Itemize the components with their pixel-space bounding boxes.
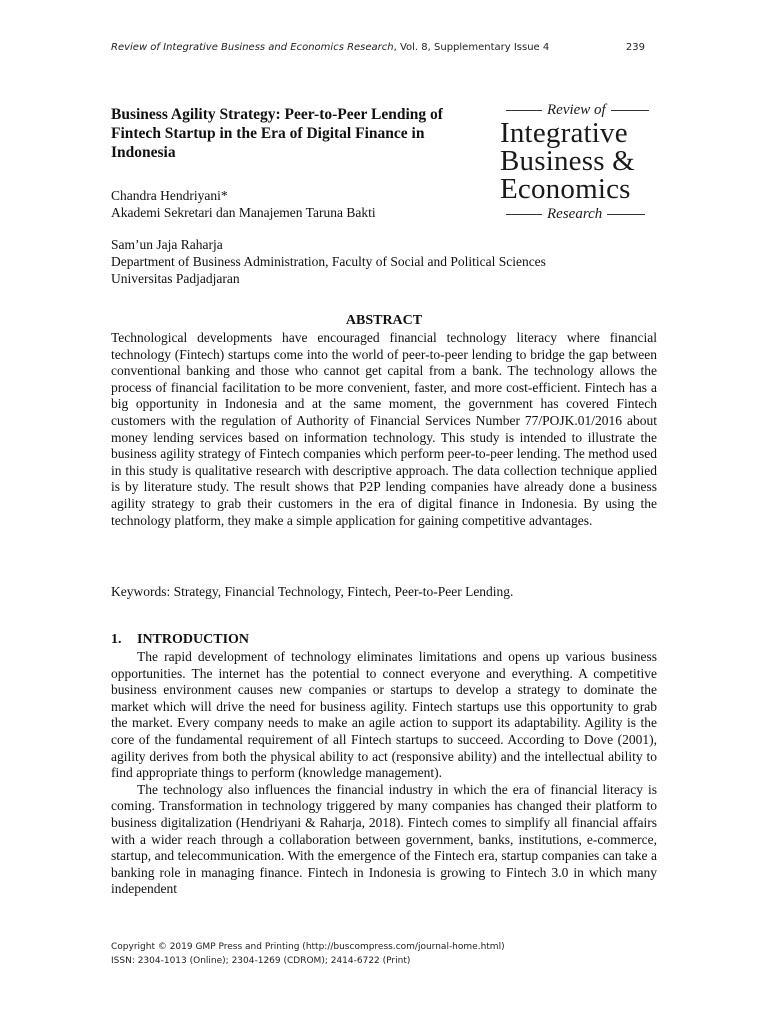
- logo-line-3: Economics: [500, 173, 631, 205]
- running-head: [111, 42, 657, 53]
- logo-bottom-text: Research: [547, 206, 603, 222]
- introduction-body: [111, 649, 657, 898]
- keywords: Keywords: Strategy, Financial Technology, Fintech, Peer-to-Peer Lending.: [111, 584, 514, 599]
- section-number: 1.: [111, 632, 122, 647]
- author-affiliation: Department of Business Administration, Faculty of Social and Political Sciences: [111, 254, 546, 269]
- issue-info: , Vol. 8, Supplementary Issue 4: [393, 42, 550, 53]
- introduction-heading: [111, 632, 657, 648]
- title-block: [111, 105, 483, 162]
- logo-rule-left: [506, 110, 542, 111]
- logo-line-2: Business &: [500, 145, 635, 177]
- author-affiliation: Akademi Sekretari dan Manajemen Taruna Bakti: [111, 205, 376, 220]
- logo-line-1: Integrative: [500, 117, 628, 149]
- page-footer: [111, 940, 671, 968]
- issn-line: ISSN: 2304-1013 (Online); 2304-1269 (CDROM); 2414-6722 (Print): [111, 956, 411, 966]
- paper-title: Business Agility Strategy: Peer-to-Peer Lending of Fintech Startup in the Era of Digital Finance in Indonesia: [111, 106, 443, 161]
- paragraph: The technology also influences the financial industry in which the era of financial literacy is coming. Transformation in technology triggered by many companies has changed their platform to business digitalization (Hendriyani & Raharja, 2018). Fintech comes to simplify all financial affairs with a wider reach through a collaboration between government, banks, institutions, e-commerce, startup, and telecommunication. With the emergence of the Fintech era, startup companies can take a banking role in managing finance. Fintech in Indonesia is growing to Fintech 3.0 in which many independent: [111, 781, 657, 897]
- copyright-line: Copyright © 2019 GMP Press and Printing (http://buscompress.com/journal-home.html): [111, 942, 505, 952]
- abstract-heading: ABSTRACT: [345, 313, 423, 328]
- abstract-text: Technological developments have encouraged financial technology literacy where financial technology (Fintech) startups come into the world of peer-to-peer lending to bridge the gap between conventional banking and those who cannot get capital from a bank. The technology allows the process of financial facilitation to be more convenient, faster, and more cost-efficient. Fintech has a big opportunity in Indonesia and at the same moment, the government has covered Fintech customers with the regulation of Authority of Financial Services Number 77/POJK.01/2016 about money lending services based on information technology. This study is intended to illustrate the business agility strategy of Fintech companies which perform peer-to-peer lending. The method used in this study is qualitative research with descriptive approach. The data collection technique applied is by literature study. The result shows that P2P lending companies have already done a business agility strategy to grab their customers in the era of digital finance in Indonesia. By using the technology platform, they make a simple application for gaining competitive advantages.: [111, 330, 657, 528]
- author-2: [111, 236, 671, 287]
- paragraph: The rapid development of technology eliminates limitations and opens up various business opportunities. The internet has the potential to connect everyone and everything. A competitive business environment causes new companies or startups to develop a strategy to dominate the market which will drive the need for business agility. Fintech startups use this opportunity to grab the market. Every company needs to make an agile action to support its adaptability. Agility is the core of the fundamental requirement of all Fintech startups to succeed. According to Dove (2001), agility derives from both the physical ability to act (responsive ability) and the intellectual ability to find appropriate things to perform (knowledge management).: [111, 649, 657, 781]
- section-title: INTRODUCTION: [137, 632, 250, 647]
- author-name: Chandra Hendriyani*: [111, 188, 228, 203]
- author-list: [111, 187, 671, 302]
- logo-rule-right: [611, 110, 649, 111]
- author-name: Sam’un Jaja Raharja: [111, 237, 223, 252]
- author-1: [111, 187, 671, 221]
- author-affiliation-institution: Universitas Padjadjaran: [111, 271, 240, 286]
- logo-top-text: Review of: [547, 102, 606, 118]
- page-number: 239: [625, 42, 645, 53]
- journal-name: Review of Integrative Business and Economics Research: [111, 42, 394, 53]
